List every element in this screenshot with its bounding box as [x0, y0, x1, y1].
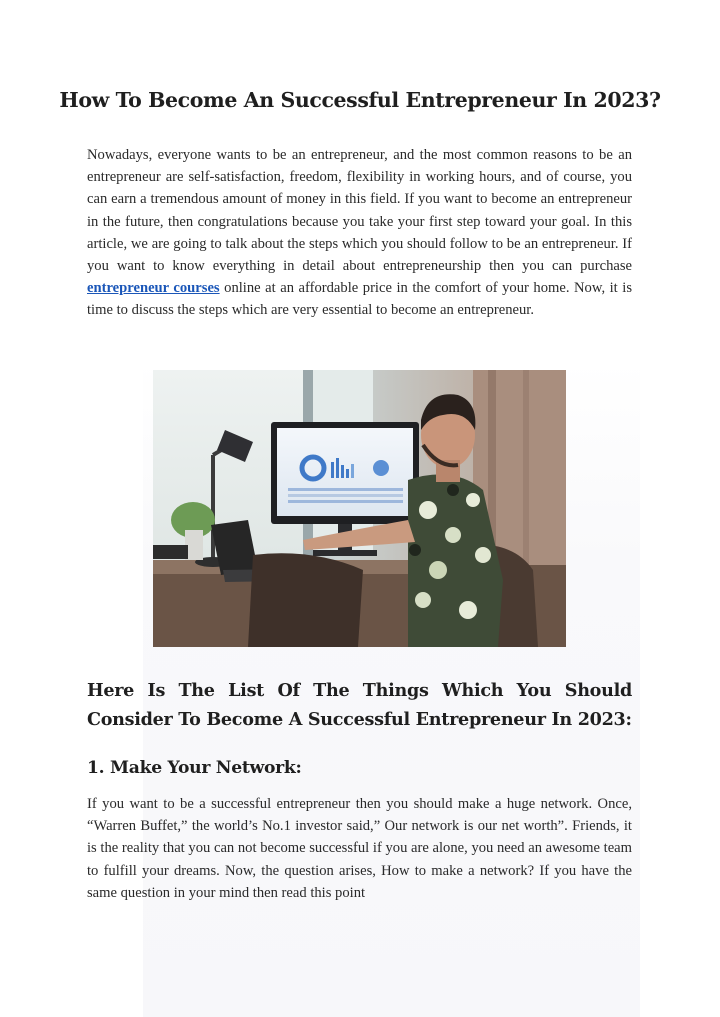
intro-paragraph	[87, 144, 632, 322]
section-heading: Here Is The List Of The Things Which You Should Consider To Become A Successful Entrepreneur In 2023:	[87, 680, 632, 730]
intro-text-before: Nowadays, everyone wants to be an entrepreneur, and the most common reasons to be an entrepreneur are self-satisfaction, freedom, flexibility in working hours, and of course, you can earn a tremendous amount of money in this field. If you want to become an entrepreneur in the future, then congratulations because you take your first step toward your goal. In this article, we are going to talk about the steps which you should follow to be an entrepreneur. If you want to know everything in detail about entrepreneurship then you can purchase	[87, 147, 632, 275]
article-photo	[153, 370, 566, 647]
entrepreneur-courses-link[interactable]: entrepreneur courses	[87, 280, 220, 297]
step-1-heading: 1. Make Your Network:	[87, 758, 302, 778]
intro-text-after: online at an affordable price in the comfort of your home. Now, it is time to discuss the steps which are very essential to become an entrepreneur.	[87, 280, 633, 319]
article-title: How To Become An Successful Entrepreneur In 2023?	[59, 88, 661, 112]
step-1-paragraph: If you want to be a successful entrepreneur then you should make a huge network. Once, “Warren Buffet,” the world’s No.1 investor said,” Our network is our net worth”. Friends, it is the reality that you can not become successful if you are alone, you need an awesome team to fulfill your dreams. Now, the question arises, How to make a network? If you have the same question in your mind then read this point	[87, 796, 632, 901]
